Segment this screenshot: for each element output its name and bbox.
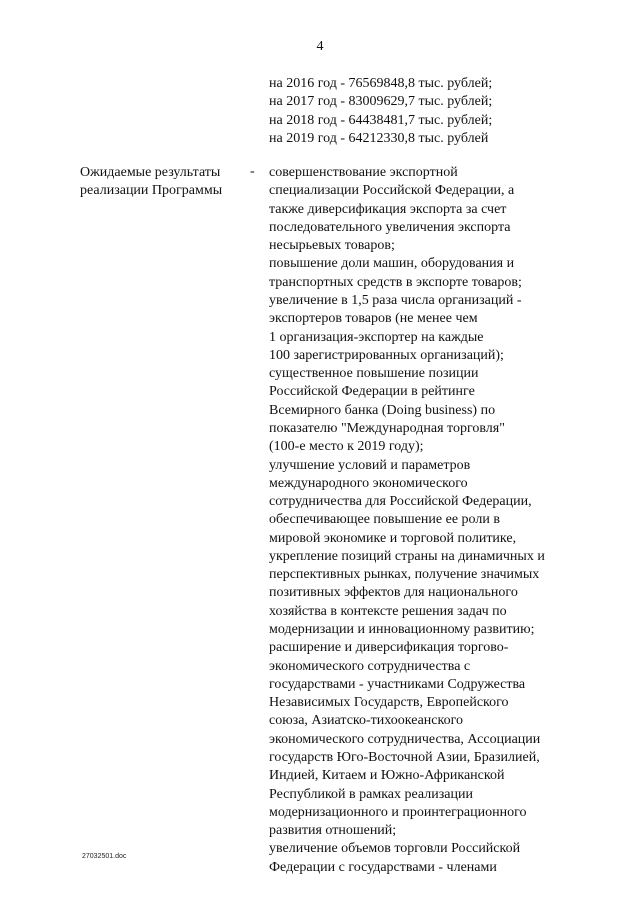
text-line: расширение и диверсификация торгово- <box>269 640 509 656</box>
text-line: союза, Азиатско-тихоокеанского <box>269 713 463 729</box>
text-line: существенное повышение позиции <box>269 366 479 382</box>
text-line: Республикой в рамках реализации <box>269 786 473 802</box>
text-line: сотрудничества для Российской Федерации, <box>269 494 532 510</box>
page-number: 4 <box>316 39 324 54</box>
section-label-line: Ожидаемые результаты <box>80 165 221 180</box>
text-line: также диверсификация экспорта за счет <box>269 201 507 217</box>
text-line: улучшение условий и параметров <box>269 457 471 473</box>
text-line: (100-е место к 2019 году); <box>269 439 424 455</box>
text-line: 1 организация-экспортер на каждые <box>269 329 484 345</box>
text-line: 100 зарегистрированных организаций); <box>269 347 504 363</box>
text-line: транспортных средств в экспорте товаров; <box>269 274 522 290</box>
text-line: показателю "Международная торговля" <box>269 420 505 436</box>
text-line: модернизационного и проинтеграционного <box>269 804 527 820</box>
text-line: позитивных эффектов для национального <box>269 585 518 601</box>
section-dash: - <box>250 164 255 179</box>
text-line: укрепление позиций страны на динамичных и <box>269 548 545 564</box>
text-line: повышение доли машин, оборудования и <box>269 256 515 272</box>
text-line: модернизации и инновационному развитию; <box>269 622 535 638</box>
text-line: экономического сотрудничества, Ассоциации <box>269 731 541 747</box>
text-line: перспективных рынках, получение значимых <box>269 567 540 583</box>
text-line: государствами - участниками Содружества <box>269 676 526 692</box>
section-text-expected-results <box>269 164 599 877</box>
text-line: развития отношений; <box>269 823 397 839</box>
text-line: специализации Российской Федерации, а <box>269 183 515 199</box>
text-line: международного экономического <box>269 475 468 491</box>
funding-line-2019: на 2019 год - 64212330,8 тыс. рублей <box>269 130 489 146</box>
text-line: мировой экономике и торговой политике, <box>269 530 517 546</box>
funding-line-2018: на 2018 год - 64438481,7 тыс. рублей; <box>269 112 493 128</box>
text-line: Индией, Китаем и Южно-Африканской <box>269 768 505 784</box>
text-line: экспортеров товаров (не менее чем <box>269 311 478 327</box>
footer-filename: 27032501.doc <box>82 853 127 860</box>
text-line: экономического сотрудничества с <box>269 658 471 674</box>
text-line: увеличение в 1,5 раза числа организаций - <box>269 292 522 308</box>
section-label-expected-results <box>80 164 250 201</box>
text-line: Всемирного банка (Doing business) по <box>269 402 496 418</box>
text-line: государств Юго-Восточной Азии, Бразилией, <box>269 750 540 765</box>
text-line: Федерации с государствами - членами <box>269 859 497 875</box>
text-line: хозяйства в контексте решения задач по <box>269 603 507 619</box>
text-line: увеличение объемов торговли Российской <box>269 841 521 857</box>
text-line: обеспечивающее повышение ее роли в <box>269 512 500 528</box>
text-line: совершенствование экспортной <box>269 165 458 180</box>
text-line: несырьевых товаров; <box>269 238 395 254</box>
text-line: Независимых Государств, Европейского <box>269 695 509 711</box>
section-label-line: реализации Программы <box>80 183 223 199</box>
text-line: Российской Федерации в рейтинге <box>269 384 475 400</box>
funding-line-2016: на 2016 год - 76569848,8 тыс. рублей; <box>269 76 493 91</box>
funding-by-year <box>269 75 609 148</box>
text-line: последовательного увеличения экспорта <box>269 219 511 235</box>
funding-line-2017: на 2017 год - 83009629,7 тыс. рублей; <box>269 94 493 110</box>
